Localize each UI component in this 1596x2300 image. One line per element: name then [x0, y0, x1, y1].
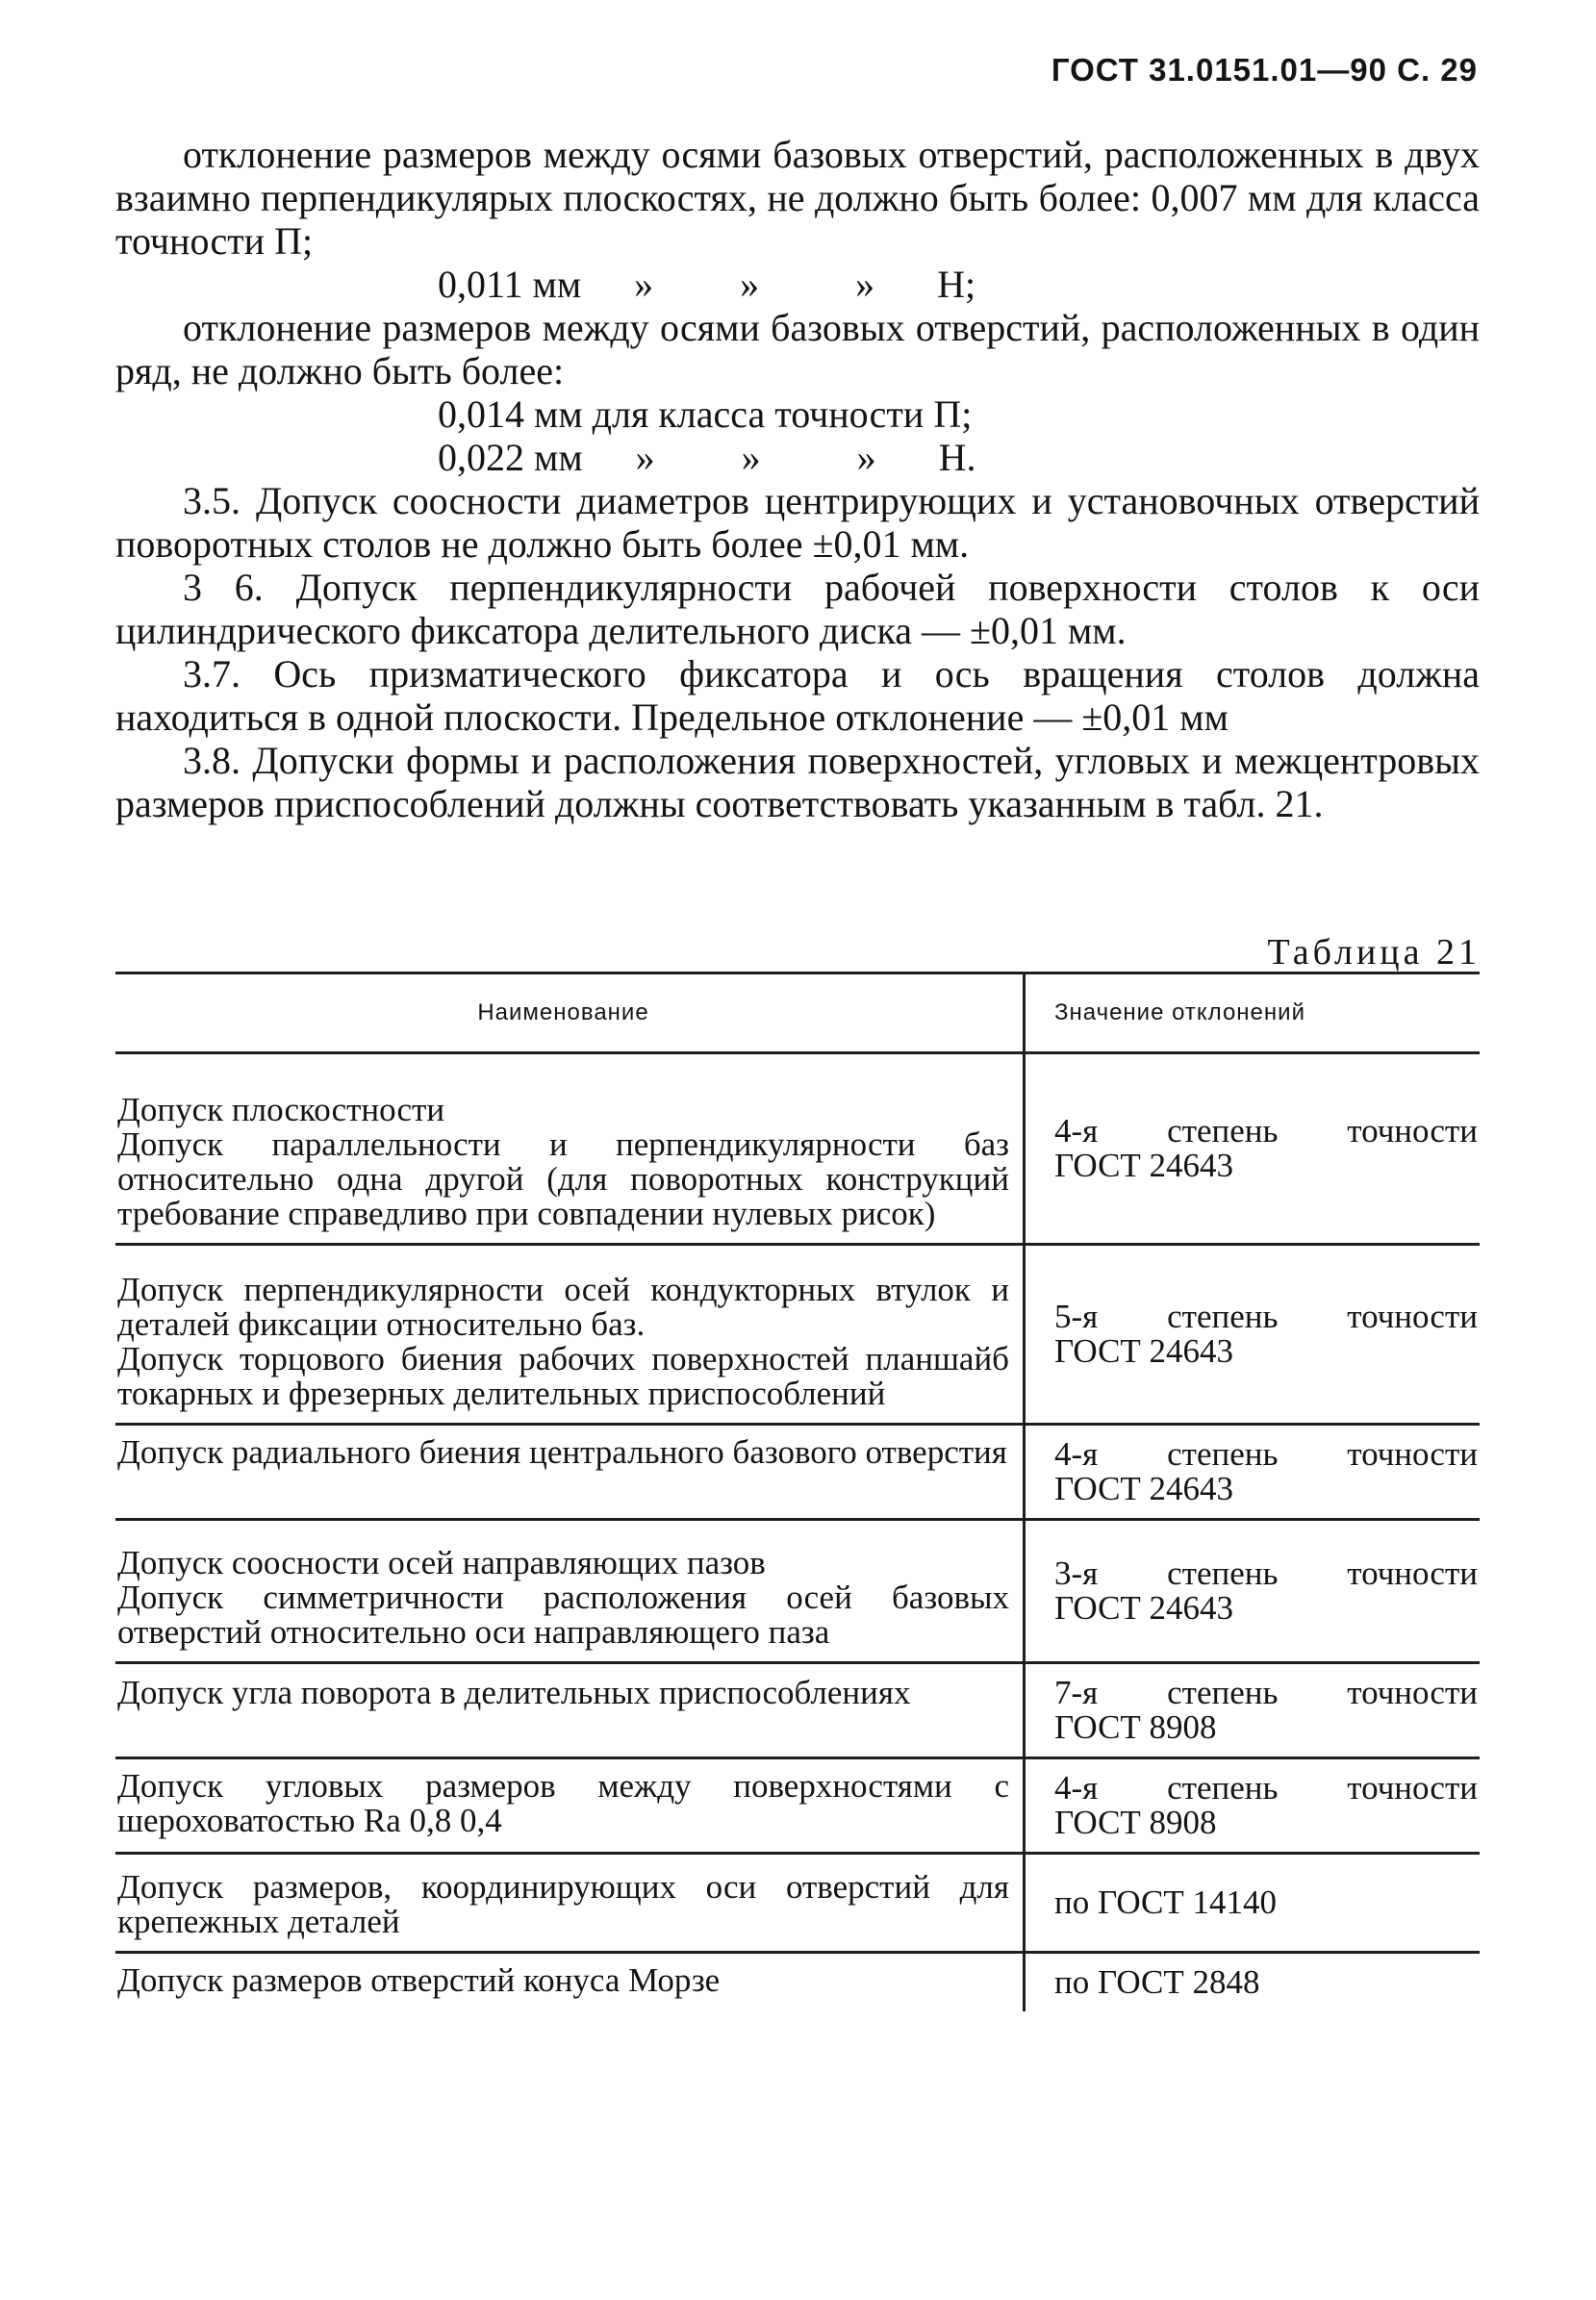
- tolerance-name-line: Допуск угловых размеров между поверхностями с шероховатостью Ra 0,8 0,4: [117, 1767, 1009, 1839]
- accuracy-word1: степень: [1167, 1298, 1279, 1335]
- tolerance-value-cell: [1023, 1855, 1480, 1951]
- tolerance-value-cell: [1023, 1664, 1480, 1757]
- tolerance-name-line: Допуск симметричности расположения осей базовых отверстий относительно оси направляющего паза: [117, 1579, 1009, 1651]
- paragraph-3-5: 3.5. Допуск соосности диаметров центрирующих и установочных отверстий поворотных столов не должно быть более ±0,01 мм.: [115, 479, 1480, 566]
- tolerance-name-cell: [115, 1759, 1023, 1852]
- tolerance-value-cell: [1023, 1759, 1480, 1852]
- accuracy-word1: степень: [1167, 1674, 1279, 1711]
- ditto-mark: »: [634, 263, 654, 306]
- table-row: [115, 1246, 1480, 1426]
- tolerance-name-cell: [115, 1426, 1023, 1518]
- accuracy-degree-line: [1054, 1437, 1480, 1472]
- table-row: [115, 1054, 1480, 1246]
- accuracy-deg: 3-я: [1054, 1554, 1099, 1592]
- accuracy-word2: точности: [1347, 1112, 1478, 1150]
- accuracy-degree-line: [1054, 1300, 1480, 1334]
- accuracy-degree-line: [1054, 1114, 1480, 1149]
- tolerance-name-line: Допуск размеров отверстий конуса Морзе: [117, 1961, 721, 1999]
- accuracy-degree-line: [1054, 1771, 1480, 1806]
- page-header: ГОСТ 31.0151.01—90 С. 29: [1051, 52, 1478, 88]
- ditto-class: Н;: [937, 263, 976, 306]
- paragraph-3-7: 3.7. Ось призматического фиксатора и ось вращения столов должна находиться в одной плоскости. Предельное отклонение — ±0,01 мм: [115, 652, 1480, 739]
- tolerance-name-cell: [115, 1521, 1023, 1661]
- class-p-line: 0,014 мм для класса точности П;: [438, 392, 973, 436]
- ditto-mark: »: [855, 263, 875, 306]
- tolerance-name-line: Допуск перпендикулярности осей кондукторных втулок и деталей фиксации относительно баз.: [117, 1271, 1009, 1343]
- tolerance-name-cell: [115, 1954, 1023, 2011]
- standard-reference: ГОСТ 24643: [1054, 1589, 1234, 1627]
- ditto-class: Н.: [938, 436, 976, 479]
- tolerance-name-cell: [115, 1855, 1023, 1951]
- tolerance-name-line: Допуск параллельности и перпендикулярности баз относительно одна другой (для поворотных конструкций требование справедливо при совпадении нулевых рисок): [117, 1125, 1009, 1232]
- tolerance-name-line: Допуск соосности осей направляющих пазов: [117, 1544, 766, 1581]
- tolerance-name-line: Допуск угла поворота в делительных приспособлениях: [117, 1674, 911, 1711]
- tolerance-value-cell: [1023, 1054, 1480, 1243]
- standard-reference: ГОСТ 24643: [1054, 1332, 1234, 1370]
- table-row: [115, 1426, 1480, 1521]
- tolerance-name-line: Допуск торцового биения рабочих поверхностей планшайб токарных и фрезерных делительных приспособлений: [117, 1340, 1009, 1412]
- tolerance-name-line: Допуск размеров, координирующих оси отверстий для крепежных деталей: [117, 1868, 1009, 1940]
- tolerance-name-cell: [115, 1664, 1023, 1757]
- body-text: [115, 133, 1480, 825]
- ditto-mark: »: [740, 263, 760, 306]
- accuracy-word2: точности: [1347, 1298, 1478, 1335]
- ditto-mark: »: [741, 436, 761, 479]
- accuracy-deg: 4-я: [1054, 1435, 1099, 1473]
- accuracy-deg: 7-я: [1054, 1674, 1099, 1711]
- standard-reference: ГОСТ 24643: [1054, 1470, 1234, 1507]
- accuracy-word1: степень: [1167, 1435, 1279, 1473]
- tolerance-name-cell: [115, 1054, 1023, 1243]
- paragraph-axis-deviation-perpendicular: отклонение размеров между осями базовых отверстий, расположенных в двух взаимно перпендикулярых плоскостях, не должно быть более: 0,007 мм для класса точности П;: [115, 133, 1480, 263]
- column-header-value: Значение отклонений: [1023, 974, 1480, 1051]
- ditto-mark: »: [856, 436, 876, 479]
- tolerance-table: [115, 972, 1480, 2011]
- table-body: [115, 1054, 1480, 2011]
- tolerance-name-cell: [115, 1246, 1023, 1423]
- table-title: Таблица 21: [1267, 932, 1481, 973]
- accuracy-deg: 4-я: [1054, 1112, 1099, 1150]
- table-header-row: [115, 974, 1480, 1054]
- paragraph-3-6: 3 6. Допуск перпендикулярности рабочей поверхности столов к оси цилиндрического фиксатора делительного диска — ±0,01 мм.: [115, 566, 1480, 652]
- tolerance-value-cell: [1023, 1426, 1480, 1518]
- accuracy-word1: степень: [1167, 1554, 1279, 1592]
- paragraph-axis-deviation-row: отклонение размеров между осями базовых отверстий, расположенных в один ряд, не должно быть более:: [115, 306, 1480, 392]
- accuracy-word1: степень: [1167, 1769, 1279, 1807]
- tolerance-name-line: Допуск радиального биения центрального базового отверстия: [117, 1433, 1007, 1471]
- accuracy-degree-line: [1054, 1556, 1480, 1591]
- standard-reference: ГОСТ 24643: [1054, 1147, 1234, 1184]
- table-row: [115, 1954, 1480, 2011]
- column-header-name: Наименование: [477, 999, 649, 1025]
- tolerance-value-cell: [1023, 1954, 1480, 2011]
- table-row: [115, 1664, 1480, 1759]
- tolerance-name-line: Допуск плоскостности: [117, 1091, 445, 1128]
- paragraph-3-8: 3.8. Допуски формы и расположения поверхностей, угловых и межцентровых размеров приспособлений должны соответствовать указанным в табл. 21.: [115, 739, 1480, 825]
- standard-reference: ГОСТ 8908: [1054, 1708, 1217, 1746]
- ditto-value: 0,022 мм: [438, 436, 583, 479]
- standard-reference: ГОСТ 8908: [1054, 1804, 1217, 1841]
- accuracy-deg: 5-я: [1054, 1298, 1099, 1335]
- tolerance-value-cell: [1023, 1246, 1480, 1423]
- accuracy-word2: точности: [1347, 1674, 1478, 1711]
- table-row: [115, 1759, 1480, 1855]
- ditto-line-h-class: [115, 436, 1480, 479]
- table-row: [115, 1855, 1480, 1954]
- accuracy-word2: точности: [1347, 1769, 1478, 1807]
- ditto-line-h-class: [115, 263, 1480, 306]
- tolerance-value: по ГОСТ 2848: [1054, 1963, 1260, 2001]
- accuracy-deg: 4-я: [1054, 1769, 1099, 1807]
- tolerance-value: по ГОСТ 14140: [1054, 1883, 1278, 1921]
- accuracy-word2: точности: [1347, 1554, 1478, 1592]
- ditto-value: 0,011 мм: [438, 263, 582, 306]
- ditto-mark: »: [635, 436, 655, 479]
- accuracy-degree-line: [1054, 1676, 1480, 1710]
- tolerance-value-cell: [1023, 1521, 1480, 1661]
- accuracy-word1: степень: [1167, 1112, 1279, 1150]
- accuracy-word2: точности: [1347, 1435, 1478, 1473]
- table-row: [115, 1521, 1480, 1664]
